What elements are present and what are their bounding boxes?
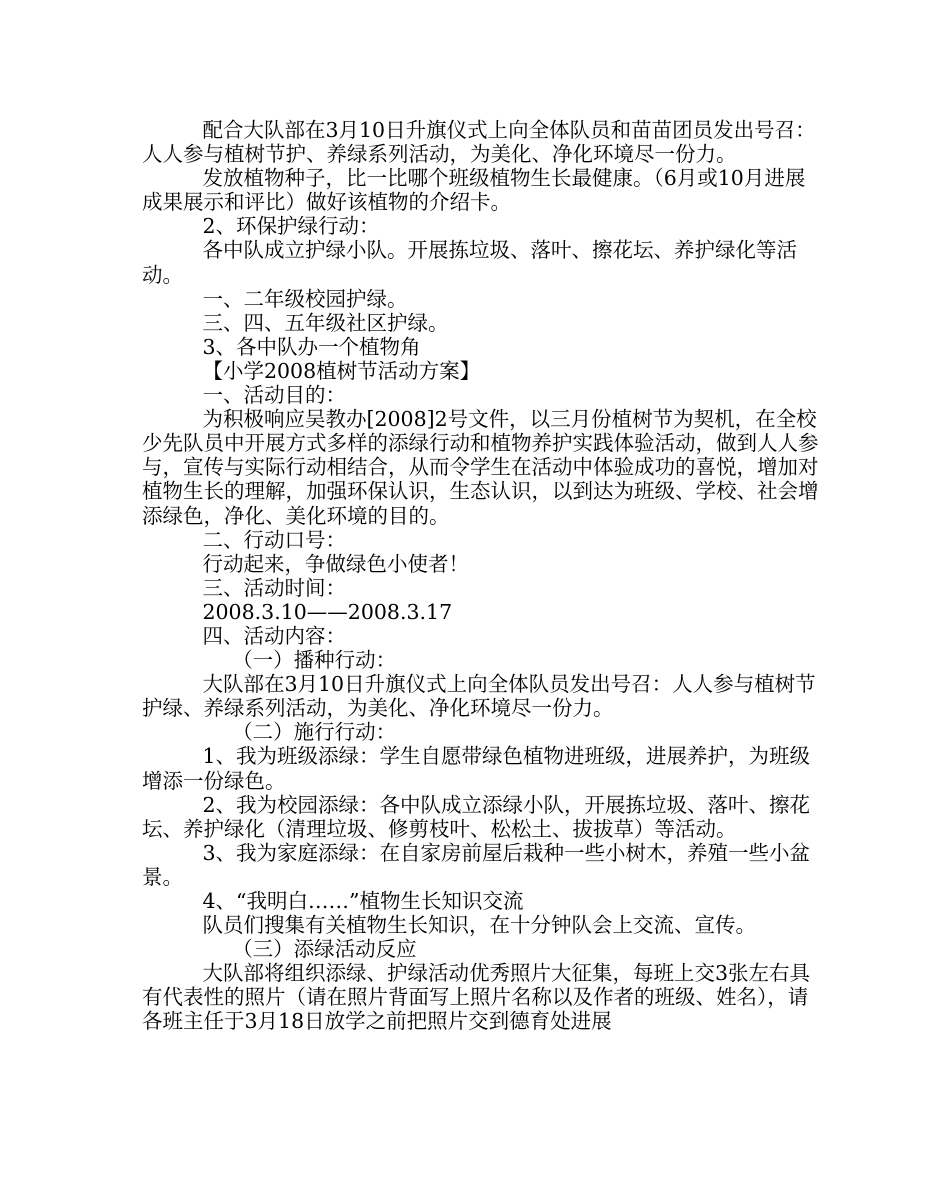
paragraph-heading-green-action: 2、环保护绿行动： bbox=[202, 214, 380, 239]
paragraph-plant-corner: 3、各中队办一个植物角 bbox=[202, 334, 421, 359]
paragraph-grade-1-2: 一、二年级校园护绿。 bbox=[202, 286, 408, 311]
paragraph-announcement: 配合大队部在3月10日升旗仪式上向全体队员和苗苗团员发出号召：人人参与植树节护、养绿系列活动，为美化、净化环境尽一份力。 bbox=[142, 118, 816, 167]
paragraph-heading-slogan: 二、行动口号： bbox=[202, 527, 346, 552]
paragraph-purpose: 为积极响应吴教办[2008]2号文件，以三月份植树节为契机，在全校少先队员中开展方式多样的添绿行动和植物养护实践体验活动，做到人人参与，宣传与实际行动相结合，从而令学生在活动中体验成功的喜悦，增加对植物生长的理解，加强环保认识，生态认识，以到达为班级、学校、社会增添绿色，净化、美化环境的目的。 bbox=[142, 407, 819, 528]
paragraph-photo-collection: 大队部将组织添绿、护绿活动优秀照片大征集，每班上交3张左右具有代表性的照片（请在照片背面写上照片名称以及作者的班级、姓名），请各班主任于3月18日放学之前把照片交到德育处进展 bbox=[142, 961, 811, 1034]
document-body bbox=[142, 118, 822, 1034]
paragraph-plan-title: 【小学2008植树节活动方案】 bbox=[202, 358, 481, 383]
paragraph-slogan: 行动起来，争做绿色小使者！ bbox=[202, 551, 469, 576]
paragraph-campus-green: 2、我为校园添绿：各中队成立添绿小队，开展拣垃圾、落叶、擦花坛、养护绿化（清理垃圾、修剪枝叶、松松土、拔拔草）等活动。 bbox=[142, 792, 811, 841]
paragraph-class-green: 1、我为班级添绿：学生自愿带绿色植物进班级，进展养护，为班级增添一份绿色。 bbox=[142, 744, 811, 793]
paragraph-heading-time: 三、活动时间： bbox=[202, 575, 346, 600]
paragraph-seed-distribution: 发放植物种子，比一比哪个班级植物生长最健康。（6月或10月进展成果展示和评比）做好该植物的介绍卡。 bbox=[142, 166, 806, 215]
paragraph-sowing: 大队部在3月10日升旗仪式上向全体队员发出号召：人人参与植树节护绿、养绿系列活动，为美化、净化环境尽一份力。 bbox=[142, 672, 816, 721]
paragraph-heading-feedback: （三）添绿活动反应 bbox=[232, 937, 417, 962]
paragraph-heading-sowing: （一）播种行动： bbox=[232, 648, 397, 673]
paragraph-grade-3-5: 三、四、五年级社区护绿。 bbox=[202, 310, 449, 335]
paragraph-heading-content: 四、活动内容： bbox=[202, 623, 346, 648]
paragraph-home-green: 3、我为家庭添绿：在自家房前屋后栽种一些小树木，养殖一些小盆景。 bbox=[142, 840, 811, 889]
paragraph-knowledge-collect: 队员们搜集有关植物生长知识，在十分钟队会上交流、宣传。 bbox=[202, 913, 756, 938]
paragraph-time: 2008.3.10——2008.3.17 bbox=[202, 599, 453, 624]
paragraph-green-squads: 各中队成立护绿小队。开展拣垃圾、落叶、擦花坛、养护绿化等活动。 bbox=[142, 238, 797, 287]
paragraph-heading-implementation: （二）施行行动： bbox=[232, 720, 397, 745]
paragraph-knowledge-exchange: 4、“我明白……”植物生长知识交流 bbox=[202, 889, 524, 913]
paragraph-heading-purpose: 一、活动目的： bbox=[202, 383, 346, 408]
